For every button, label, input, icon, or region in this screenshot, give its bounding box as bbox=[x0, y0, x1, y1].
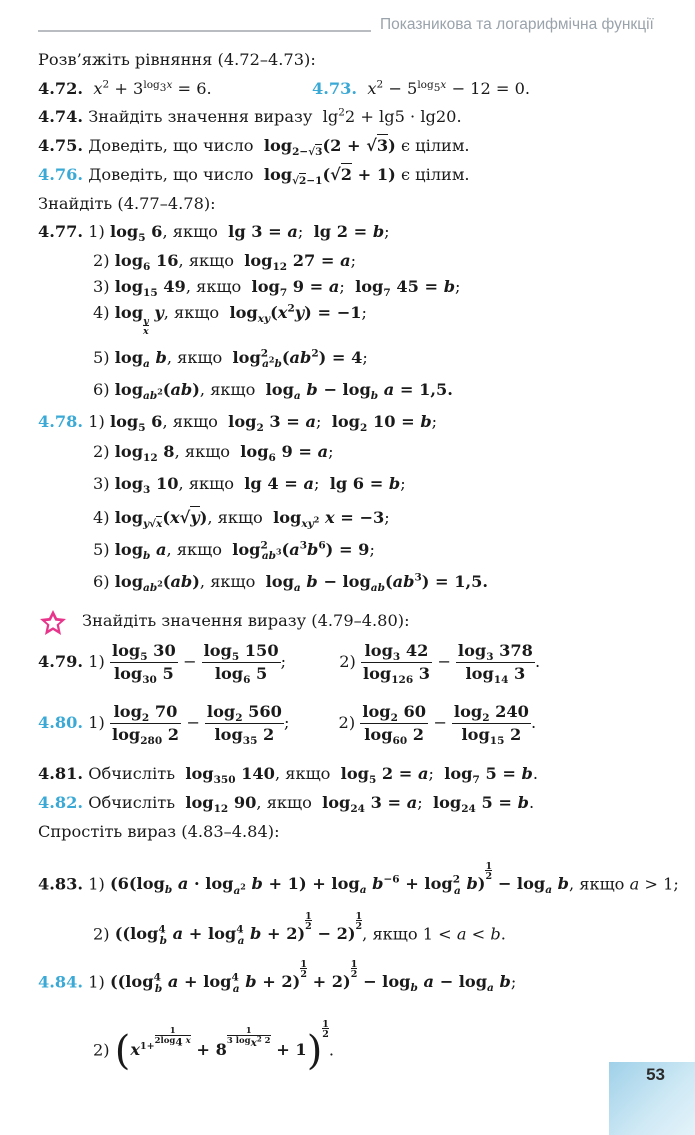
problem-number: 4.83. bbox=[38, 874, 84, 894]
problem-number: 4.78. bbox=[38, 412, 84, 431]
problem-number: 4.80. bbox=[38, 713, 84, 732]
problem-4-78-3: 3) $\log_3 10$, якщо lg 4 = a; lg 6 = b; bbox=[93, 474, 406, 497]
star-icon bbox=[38, 608, 68, 638]
prove-text: Доведіть, що число bbox=[88, 165, 254, 184]
problem-4-78-1: 4.78. 1) $\log_5 6$, якщо $\log_2 3 = a$; $\log_2 10 = b$; bbox=[38, 412, 438, 435]
problem-4-74: 4.74. Знайдіть значення виразу $\lg^22 + \lg 5 \cdot \lg 20$. bbox=[38, 106, 462, 126]
intro-472-473: Розв’яжіть рівняння (4.72–4.73): bbox=[38, 50, 316, 69]
intro-479-480: Знайдіть значення виразу (4.79–4.80): bbox=[82, 611, 410, 630]
problem-4-77-2: 2) $\log_6 16$, якщо $\log_{12} 27 = a$; bbox=[93, 251, 357, 274]
problem-4-79: 4.79. 1) $\frac{\log_5 30}{\log_{30} 5}$ − $\frac{\log_5 150}{\log_6 5}$ ; 2) $\frac{\log_3 42}{\log_{126} 3}$ − $\frac{\log_3 378}{\log_{14} 3}$ . bbox=[38, 641, 541, 687]
problem-4-77-3: 3) $\log_{15} 49$, якщо $\log_7 9 = a$; $\log_7 45 = b$; bbox=[93, 277, 461, 300]
problem-4-84-2: 2) $(x^{1+1 2log_4 x} + 8^{1 3 log_{x^2} 2} + 1)^{1 2}$. bbox=[93, 1019, 335, 1074]
problem-number: 4.79. bbox=[38, 652, 84, 671]
problem-number: 4.81. bbox=[38, 764, 84, 783]
problem-4-77-6: 6) $\log_{ab^2}(ab)$, якщо $\log_a b - \log_b a = 1,5$. bbox=[93, 380, 453, 403]
problem-4-78-2: 2) $\log_{12} 8$, якщо $\log_6 9 = a$; bbox=[93, 442, 334, 465]
header-rule bbox=[38, 30, 371, 32]
problem-number: 4.73. bbox=[311, 79, 358, 98]
problem-4-77-5: 5) $\log_a b$, якщо $\log^2_{a^2b}(ab^2) = 4$; bbox=[93, 347, 368, 371]
problem-4-77-4: 4) $\log_{\frac{y}{x}} y$, якщо $\log_{xy}(x^2y) = -1$; bbox=[93, 302, 367, 338]
find-value-text: Знайдіть значення виразу bbox=[88, 107, 313, 126]
problem-4-80: 4.80. 1) $\frac{\log_2 70}{\log_{280} 2}$ − $\frac{\log_2 560}{\log_{35} 2}$ ; 2) $\frac{\log_2 60}{\log_{60} 2}$ − $\frac{\log_2 240}{\log_{15} 2}$ . bbox=[38, 702, 537, 748]
problem-4-78-6: 6) $\log_{ab^2}(ab)$, якщо $\log_a b - \log_{ab}(ab^3) = 1,5$. bbox=[93, 571, 489, 595]
problem-4-83-1: 4.83. 1) ($6(\log_b$ $a \cdot \log_{a^2} b + 1) + \log_a b^{-6} + \log^2_a b)^{1 2} - \log_a b$, якщо a > 1; bbox=[38, 861, 679, 897]
is-integer-text: є цілим. bbox=[400, 165, 470, 184]
problem-number: 4.77. bbox=[38, 222, 84, 241]
problem-number: 4.82. bbox=[38, 793, 84, 812]
problem-4-82: 4.82. Обчисліть $\log_{12} 90$, якщо $\log_{24} 3 = a$; $\log_{24} 5 = b$. bbox=[38, 793, 535, 816]
page-number: 53 bbox=[646, 1065, 665, 1084]
problem-4-78-5: 5) $\log_b a$, якщо $\log^2_{ab^3}(a^3b^6) = 9$; bbox=[93, 539, 375, 563]
intro-477-478: Знайдіть (4.77–4.78): bbox=[38, 194, 216, 213]
problem-4-81: 4.81. Обчисліть $\log_{350} 140$, якщо $\log_5 2 = a$; $\log_7 5 = b$. bbox=[38, 764, 539, 787]
is-integer-text: є цілим. bbox=[400, 136, 470, 155]
problem-4-83-2: 2) (($\log^4_b$ $a + \log^4_a b + 2)^{1 2} - 2)^{1 2}$, якщо 1 < a < b. bbox=[93, 911, 506, 947]
header-title: Показникова та логарифмічна функції bbox=[380, 16, 654, 33]
problem-number: 4.72. bbox=[38, 79, 84, 98]
problem-number: 4.84. bbox=[38, 972, 84, 992]
prove-text: Доведіть, що число bbox=[88, 136, 254, 155]
problem-number: 4.75. bbox=[38, 136, 84, 155]
problem-4-84-1: 4.84. 1) (($\log^4_b$ $a + \log^4_a b + 2)^{1 2} + 2)^{1 2} - \log_b a - \log_a b$; bbox=[38, 959, 517, 995]
problem-number: 4.74. bbox=[38, 107, 84, 126]
problem-4-75: 4.75. Доведіть, що число $\log_{2-√3}(2 + √3)$ є цілим. bbox=[38, 136, 470, 159]
problem-number: 4.76. bbox=[38, 165, 84, 184]
problem-4-76: 4.76. Доведіть, що число $\log_{√2-1}(√2 + 1)$ є цілим. bbox=[38, 165, 470, 188]
problem-4-78-4: 4) $\log_{y√x}(x√y)$, якщо $\log_{xy^2} x = -3$; bbox=[93, 508, 390, 531]
intro-483-484: Спростіть вираз (4.83–4.84): bbox=[38, 822, 280, 841]
problem-4-77-1: 4.77. 1) $\log_5 6$, якщо lg 3 = a; lg 2 = b; bbox=[38, 222, 390, 245]
problem-4-72: 4.72. $x^2 + 3^{log_3x} = 6$. 4.73. $x^2 - 5^{log_5x} - 12 = 0$. bbox=[38, 78, 531, 98]
